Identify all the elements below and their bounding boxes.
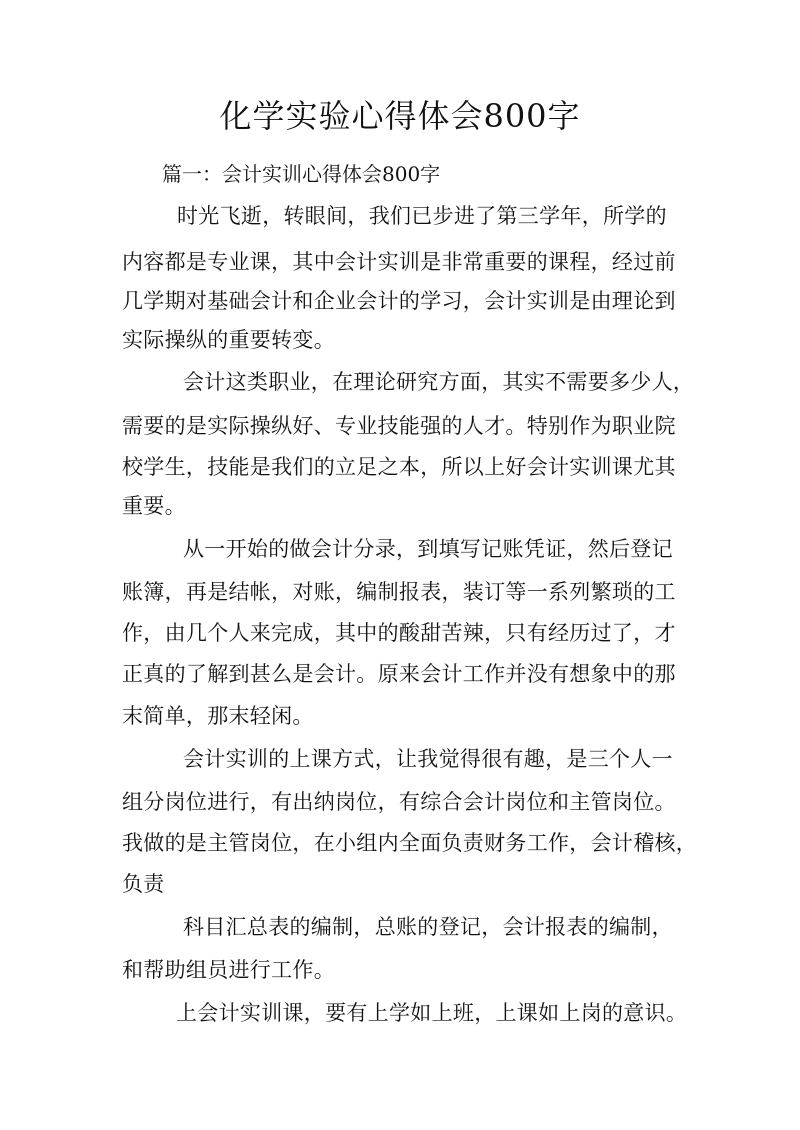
text-line: 时光飞逝，转眼间，我们已步进了第三学年，所学的 bbox=[177, 204, 667, 228]
text-line: 和帮助组员进行工作。 bbox=[122, 958, 335, 982]
text-line: 几学期对基础会计和企业会计的学习，会计实训是由理论到 bbox=[122, 289, 676, 313]
text-line: 会计实训的上课方式，让我觉得很有趣，是三个人一 bbox=[183, 747, 673, 771]
text-line: 组分岗位进行，有出纳岗位，有综合会计岗位和主管岗位。 bbox=[122, 790, 676, 814]
document-title: 化学实验心得体会800字 bbox=[219, 97, 581, 135]
text-line: 校学生，技能是我们的立足之本，所以上好会计实训课尤其 bbox=[122, 455, 676, 479]
text-line: 正真的了解到甚么是会计。原来会计工作并没有想象中的那 bbox=[122, 662, 676, 686]
text-line: 科目汇总表的编制，总账的登记，会计报表的编制， bbox=[183, 915, 673, 939]
text-line: 作，由几个人来完成，其中的酸甜苦辣，只有经历过了，才 bbox=[122, 621, 676, 645]
text-line: 内容都是专业课，其中会计实训是非常重要的课程，经过前 bbox=[122, 250, 676, 274]
text-line: 上会计实训课，要有上学如上班，上课如上岗的意识。 bbox=[176, 1001, 688, 1025]
text-line: 实际操纵的重要转变。 bbox=[122, 328, 335, 352]
text-line: 从一开始的做会计分录，到填写记账凭证，然后登记 bbox=[183, 537, 673, 561]
text-line: 会计这类职业，在理论研究方面，其实不需要多少人， bbox=[183, 370, 695, 394]
text-line: 需要的是实际操纵好、专业技能强的人才。特别作为职业院 bbox=[122, 414, 676, 438]
text-line: 末简单，那末轻闲。 bbox=[122, 704, 314, 728]
text-line: 负责 bbox=[122, 872, 165, 896]
text-line: 重要。 bbox=[122, 494, 186, 518]
document-subtitle: 篇一：会计实训心得体会800字 bbox=[162, 162, 441, 186]
text-line: 我做的是主管岗位，在小组内全面负责财务工作，会计稽核， bbox=[122, 831, 698, 855]
text-line: 账簿，再是结帐，对账，编制报表，装订等一系列繁琐的工 bbox=[122, 580, 676, 604]
